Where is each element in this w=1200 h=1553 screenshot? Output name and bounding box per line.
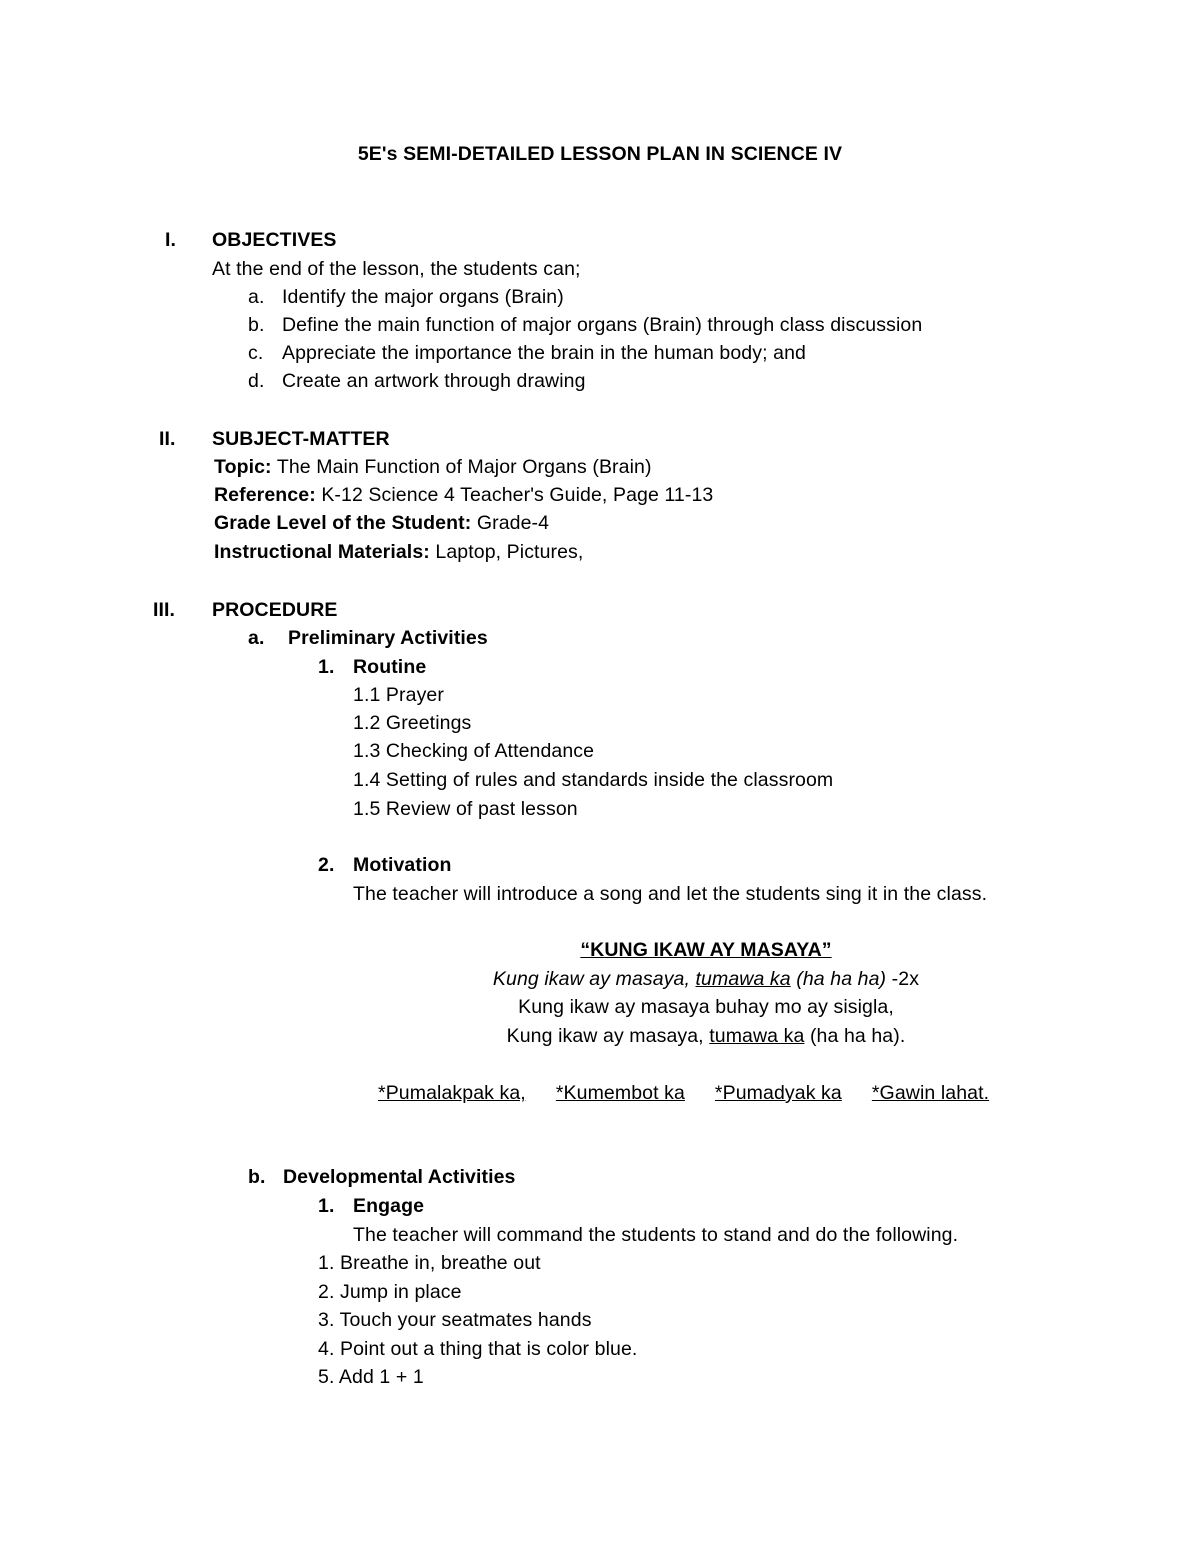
field-value: The Main Function of Major Organs (Brain) — [271, 456, 652, 478]
subsection-heading-preliminary: Preliminary Activities — [288, 627, 488, 649]
lyric-text: (ha ha ha) — [790, 968, 887, 990]
field-value: Laptop, Pictures, — [429, 541, 584, 563]
field-value: K-12 Science 4 Teacher's Guide, Page 11-13 — [315, 484, 714, 506]
subject-field-reference — [214, 483, 713, 507]
step-number: 2. — [318, 854, 335, 876]
field-label: Grade Level of the Student: — [214, 512, 472, 534]
song-actions — [378, 1081, 989, 1105]
subsection-letter: b. — [248, 1166, 266, 1188]
routine-item: 1.2 Greetings — [353, 712, 472, 734]
objective-letter: b. — [248, 314, 265, 336]
subject-field-materials — [214, 540, 583, 564]
section-numeral: III. — [153, 599, 176, 621]
subject-field-grade-level — [214, 511, 549, 535]
subsection-heading-developmental: Developmental Activities — [283, 1166, 516, 1188]
objective-text: Define the main function of major organs (Brain) through class discussion — [282, 314, 923, 336]
lyric-repeat: -2x — [886, 968, 920, 990]
subject-field-topic — [214, 455, 652, 479]
engage-text: The teacher will command the students to stand and do the following. — [353, 1224, 959, 1246]
subsection-letter: a. — [248, 627, 265, 649]
engage-item: 5. Add 1 + 1 — [318, 1366, 424, 1388]
step-number: 1. — [318, 1195, 335, 1217]
song-action: *Kumembot ka — [555, 1082, 685, 1104]
routine-item: 1.4 Setting of rules and standards inside the classroom — [353, 769, 834, 791]
song-line-3 — [0, 1024, 1200, 1048]
engage-item: 2. Jump in place — [318, 1281, 462, 1303]
step-heading-routine: Routine — [353, 656, 427, 678]
song-title: “KUNG IKAW AY MASAYA” — [580, 939, 832, 961]
lyric-text: Kung ikaw ay masaya, — [492, 968, 696, 990]
field-label: Instructional Materials: — [214, 541, 430, 563]
section-heading-subject-matter: SUBJECT-MATTER — [212, 428, 390, 450]
lyric-text: Kung ikaw ay masaya, — [506, 1025, 710, 1047]
engage-item: 1. Breathe in, breathe out — [318, 1252, 541, 1274]
objective-letter: c. — [248, 342, 264, 364]
song-action: *Gawin lahat. — [871, 1082, 990, 1104]
routine-item: 1.5 Review of past lesson — [353, 798, 578, 820]
section-numeral: II. — [159, 428, 176, 450]
objective-text: Appreciate the importance the brain in the human body; and — [282, 342, 806, 364]
lyric-text: (ha ha ha). — [804, 1025, 906, 1047]
step-heading-motivation: Motivation — [353, 854, 452, 876]
routine-item: 1.3 Checking of Attendance — [353, 740, 595, 762]
objective-text: Identify the major organs (Brain) — [282, 286, 564, 308]
engage-item: 4. Point out a thing that is color blue. — [318, 1338, 638, 1360]
step-number: 1. — [318, 656, 335, 678]
song-action: *Pumadyak ka — [714, 1082, 842, 1104]
objective-text: Create an artwork through drawing — [282, 370, 586, 392]
field-label: Topic: — [214, 456, 272, 478]
step-heading-engage: Engage — [353, 1195, 425, 1217]
objectives-intro: At the end of the lesson, the students can; — [212, 258, 581, 280]
field-label: Reference: — [214, 484, 316, 506]
section-numeral: I. — [165, 229, 177, 251]
song-line-2: Kung ikaw ay masaya buhay mo ay sisigla, — [518, 996, 894, 1018]
objective-letter: d. — [248, 370, 265, 392]
routine-item: 1.1 Prayer — [353, 684, 444, 706]
motivation-text: The teacher will introduce a song and let the students sing it in the class. — [353, 883, 988, 905]
section-heading-objectives: OBJECTIVES — [212, 229, 337, 251]
field-value: Grade-4 — [471, 512, 550, 534]
objective-letter: a. — [248, 286, 265, 308]
song-line-1 — [0, 967, 1200, 991]
lyric-underlined: tumawa ka — [695, 968, 791, 990]
document-title: 5E's SEMI-DETAILED LESSON PLAN IN SCIENCE IV — [357, 143, 843, 165]
engage-item: 3. Touch your seatmates hands — [318, 1309, 592, 1331]
lyric-underlined: tumawa ka — [709, 1025, 805, 1047]
song-action: *Pumalakpak ka, — [378, 1082, 526, 1104]
section-heading-procedure: PROCEDURE — [212, 599, 338, 621]
